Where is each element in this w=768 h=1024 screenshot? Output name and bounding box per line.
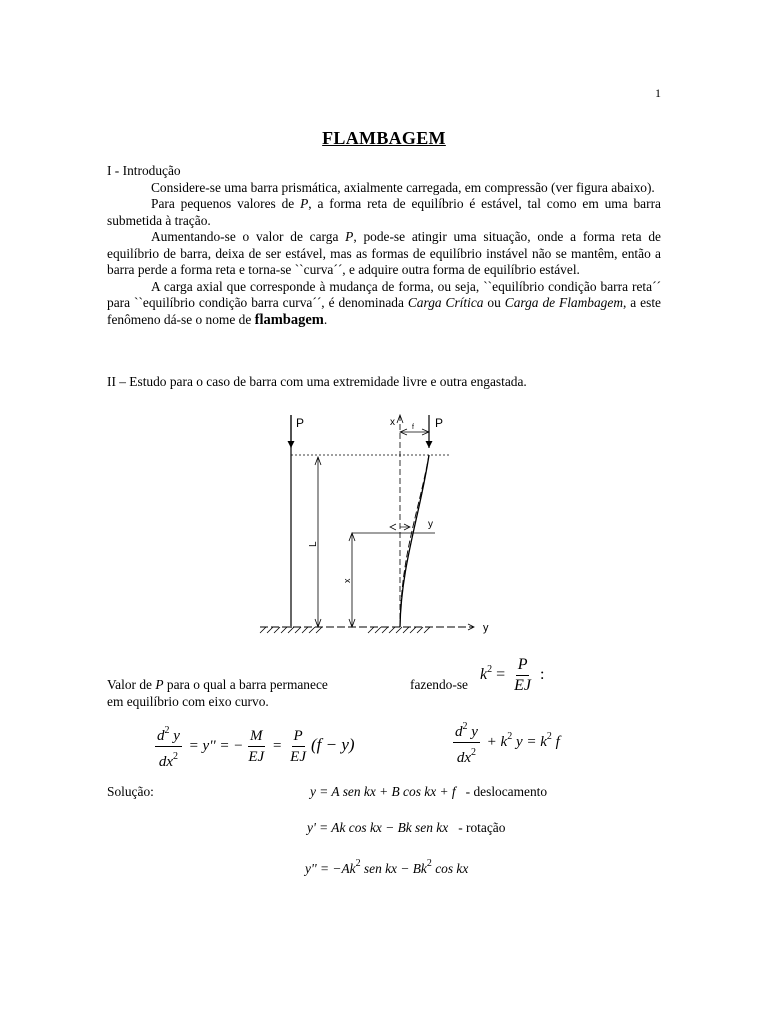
- solution-line-2: y' = Ak cos kx − Bk sen kx - rotação: [307, 820, 506, 835]
- text-value-p: Valor de P para o qual a barra permanece em equilíbrio com eixo curvo.: [107, 677, 328, 709]
- label-f: f: [412, 424, 414, 431]
- label-x-side: x: [342, 578, 352, 583]
- solution-line-3: $y'' = -Ak^2$ sen kx − $Bk^2$ cos kx: [305, 858, 469, 876]
- solution-line-1: y = A sen kx + B cos kx + f - deslocamento: [310, 784, 548, 799]
- section-heading: I - Introdução: [107, 163, 181, 178]
- equation-2: $\frac{d^2 y}{dx^2}$ + $k^2$ $y = k^2$ f: [450, 718, 560, 767]
- page-number: 1: [655, 86, 661, 100]
- paragraph-2: Para pequenos valores de P, a forma reta de equilíbrio é estável, tal como em uma barra submetida à tração.: [107, 196, 661, 228]
- solution-label: Solução:: [107, 784, 154, 799]
- equation-k: $k^2$ = $\frac{P}{EJ}$ :: [480, 656, 545, 694]
- section-2-heading: II – Estudo para o caso de barra com uma extremidade livre e outra engastada.: [107, 374, 527, 389]
- page-title: FLAMBAGEM: [322, 128, 446, 148]
- paragraph-1: Considere-se uma barra prismática, axialmente carregada, em compressão (ver figura abaixo).: [151, 179, 655, 195]
- equation-1: $\frac{d^2 y}{dx^2}$ = y'' = − $\frac{M}{EJ}$ = $\frac{P}{EJ}$ (f − y): [152, 722, 355, 771]
- label-x-top: x: [390, 417, 395, 428]
- section-introduction: [107, 163, 661, 328]
- label-p-left: P: [296, 416, 305, 430]
- label-y-axis: y: [483, 622, 489, 634]
- label-l: L: [308, 541, 319, 547]
- buckling-diagram: [250, 405, 510, 640]
- text-fazendo: fazendo-se: [410, 677, 468, 692]
- label-p-right: P: [435, 416, 444, 430]
- paragraph-3: Aumentando-se o valor de carga P, pode-se atingir uma situação, onde a forma reta de equilíbrio de barra, deixa de ser estável, mas as formas de equilíbrio instável não se mantêm, então a barra perde a forma reta e torna-se ``curva´´, e adquire outra forma de equilíbrio estável.: [107, 229, 661, 277]
- paragraph-4: A carga axial que corresponde à mudança de forma, ou seja, ``equilíbrio condição barra reta´´ para ``equilíbrio condição barra curva´´, é denominada Carga Crítica ou Carga de Flambagem, a este fenômeno dá-se o nome de flambagem.: [107, 278, 661, 328]
- label-y-mid: y: [428, 519, 433, 530]
